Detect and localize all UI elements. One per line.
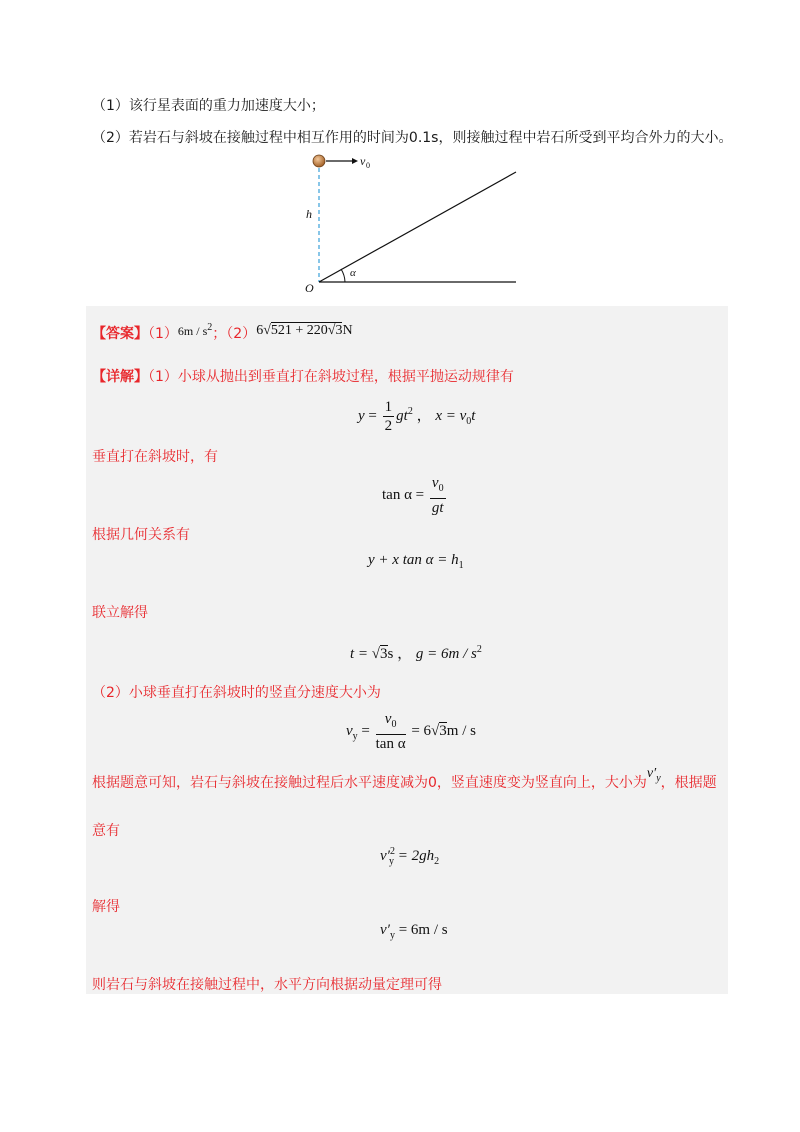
equation-4: t = √3s ， $g = 6m / s^2$ [350, 644, 482, 662]
eq7-sub: y [389, 930, 395, 941]
eq4-g: g = 6m / s [415, 646, 477, 662]
solution-line-6 [92, 766, 717, 794]
equation-6: $v'^2_y = 2gh_2$ [380, 846, 440, 867]
eq3-text: y + x tan α = h [368, 552, 459, 568]
eq1-gt: gt [396, 407, 408, 424]
answer-part2-rad-b: 3 [335, 323, 343, 338]
h-label: h [306, 207, 312, 221]
equation-7 [380, 922, 448, 941]
eq1-x-sub: 0 [466, 415, 472, 427]
equation-3 [368, 552, 464, 571]
angle-label: α [350, 267, 356, 279]
v0-sub: 0 [366, 161, 370, 170]
question-1: （1）该行星表面的重力加速度大小； [92, 98, 325, 114]
angle-arc [341, 269, 345, 282]
eq7-rhs: = 6m / s [398, 922, 448, 938]
answer-label: 【答案】 [92, 326, 148, 342]
solution-line-1 [92, 366, 514, 386]
eq2-den: gt [431, 500, 444, 516]
eq1-y: y [358, 407, 365, 424]
answer-part2-rad-a: 521 + 220 [270, 323, 328, 338]
solution-label: 【详解】 [92, 369, 148, 385]
solution-line-4: 联立解得 [92, 605, 148, 621]
eq1-half-num: 1 [384, 399, 393, 415]
solution-line-3: 根据几何关系有 [92, 527, 190, 543]
answer-part1-prefix: （1） [148, 326, 178, 342]
question-2: （2）若岩石与斜坡在接触过程中相互作用的时间为0.1s，则接触过程中岩石所受到平均合外力的大小。 [92, 130, 733, 146]
inline-vy-sub: y [656, 772, 661, 784]
eq5-num-sub: 0 [391, 719, 397, 730]
rock-ball [313, 155, 325, 167]
eq6-rhs: = 2gh [397, 848, 435, 864]
eq6-lhs: v′ [380, 848, 390, 864]
eq5-vy-sub: y [352, 730, 358, 742]
solution-line-2: 垂直打在斜坡时，有 [92, 449, 218, 465]
answer-part2-prefix: （2） [226, 326, 257, 342]
solution-line-5: （2）小球垂直打在斜坡时的竖直分速度大小为 [92, 685, 381, 701]
origin-label: O [305, 281, 314, 295]
v0-label: v [360, 154, 366, 168]
answer-part2-unit: N [342, 323, 353, 338]
answer-part1-sep: ； [212, 326, 227, 342]
inline-vy: v′ [646, 766, 657, 781]
answer-part1-value: 6m / s [177, 324, 208, 338]
eq5-rhs1: = 6 [411, 722, 432, 739]
eq1-sep: ， [416, 407, 432, 424]
eq1-half-den: 2 [384, 418, 393, 434]
eq5-rhs2: m / s [446, 722, 476, 739]
solution-line-9: 则岩石与斜坡在接触过程中，水平方向根据动量定理可得 [92, 977, 442, 993]
solution-text-6: 根据题意可知，岩石与斜坡在接触过程后水平速度减为0，竖直速度变为竖直向上，大小为 [92, 775, 647, 791]
equation-1: y = $\frac{1}{2}$ $gt^2$ ， $x = v_0t$ [358, 399, 476, 434]
solution-line-7: 意有 [92, 823, 120, 839]
eq4-s: s [387, 646, 394, 662]
equation-2 [382, 474, 448, 517]
answer-line: 【答案】$(1)6m / s^2$；（2）6√521 + 220√3N [92, 322, 353, 342]
eq2-num: v [431, 475, 439, 491]
incline-diagram [300, 150, 530, 295]
equation-5: $v_y$ = $\frac{v_0}{\text{tan α}}$ = 6√3m / s [346, 711, 476, 752]
eq5-den: tan α [375, 736, 406, 752]
eq2-num-sub: 0 [438, 483, 444, 494]
solution-text-1: （1）小球从抛出到垂直打在斜坡过程，根据平抛运动规律有 [148, 369, 514, 385]
eq5-vy: v [346, 722, 353, 739]
eq4-t: t = [350, 646, 372, 662]
eq2-tan: tan α = [382, 486, 425, 503]
solution-line-8: 解得 [92, 899, 120, 915]
answer-part2-coef: 6 [256, 323, 264, 338]
eq5-num: v [384, 711, 392, 727]
eq6-sub: y [388, 856, 394, 867]
eq3-sub: 1 [458, 560, 464, 571]
eq4-rad: 3 [380, 646, 388, 662]
eq1-x-t: t [471, 407, 476, 424]
eq5-rad: 3 [439, 722, 447, 739]
eq1-x: x = v [435, 407, 467, 424]
incline-line [319, 172, 516, 282]
arrow-head [352, 158, 358, 164]
incline-svg [300, 150, 530, 295]
eq7-lhs: v′ [380, 922, 390, 938]
eq4-sep: ， [397, 646, 413, 662]
eq6-rhs-sub: 2 [434, 856, 440, 867]
solution-text-6-end: ，根据题 [660, 775, 717, 791]
